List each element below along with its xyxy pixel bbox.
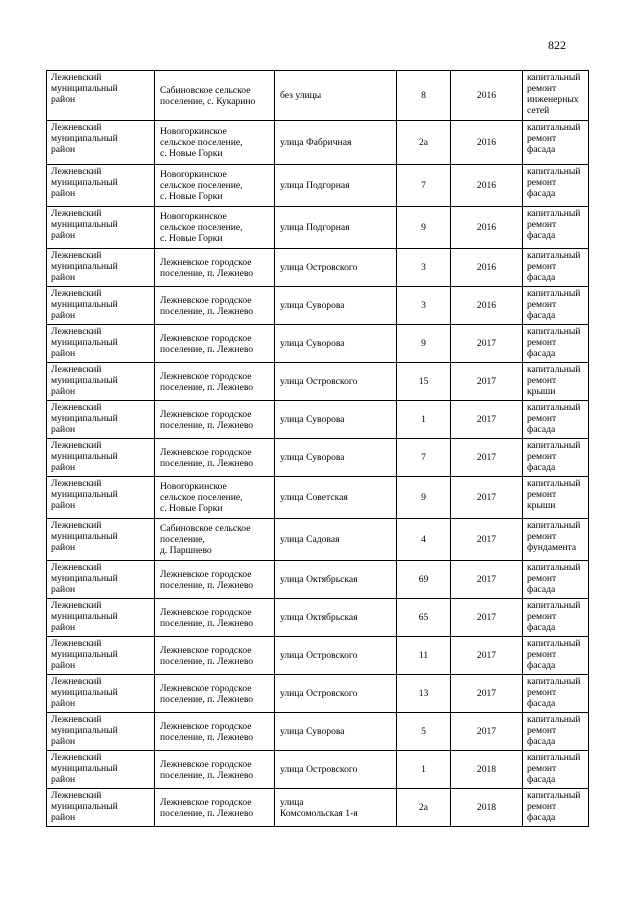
year-cell [451, 675, 523, 713]
settlement-text: Сабиновское сельское поселение, д. Паршнево [160, 523, 251, 556]
street-text: улица Фабричная [280, 137, 352, 148]
table-row [47, 599, 589, 637]
house-number-cell [397, 519, 451, 561]
street-cell [275, 401, 397, 439]
house-number-text: 9 [421, 338, 426, 349]
year-cell [451, 165, 523, 207]
settlement-cell [155, 751, 275, 789]
street-text: улица Островского [280, 650, 358, 661]
work-type-text: капитальный ремонт фасада [527, 440, 581, 473]
street-cell [275, 789, 397, 827]
year-text: 2016 [476, 300, 497, 311]
settlement-cell [155, 637, 275, 675]
year-text: 2017 [476, 452, 497, 463]
settlement-cell [155, 713, 275, 751]
table-row [47, 165, 589, 207]
street-cell [275, 121, 397, 165]
table-row [47, 249, 589, 287]
street-text: улица Суворова [280, 726, 345, 737]
district-cell [47, 519, 155, 561]
street-text: улица Комсомольская 1-я [280, 796, 358, 819]
settlement-cell [155, 401, 275, 439]
street-cell [275, 165, 397, 207]
house-number-cell [397, 121, 451, 165]
district-text: Лежневский муниципальный район [51, 714, 118, 747]
house-number-cell [397, 637, 451, 675]
table-row [47, 207, 589, 249]
district-cell [47, 637, 155, 675]
house-number-cell [397, 401, 451, 439]
street-cell [275, 519, 397, 561]
work-type-text: капитальный ремонт фасада [527, 122, 581, 155]
work-type-text: капитальный ремонт фундамента [527, 520, 581, 553]
house-number-cell [397, 477, 451, 519]
house-number-text: 5 [421, 726, 426, 737]
work-type-cell [523, 751, 589, 789]
work-type-text: капитальный ремонт фасада [527, 250, 581, 283]
work-type-cell [523, 71, 589, 121]
table-row [47, 439, 589, 477]
work-type-text: капитальный ремонт фасада [527, 752, 581, 785]
table-row [47, 751, 589, 789]
year-cell [451, 121, 523, 165]
house-number-text: 2а [418, 137, 429, 148]
district-text: Лежневский муниципальный район [51, 562, 118, 595]
district-text: Лежневский муниципальный район [51, 288, 118, 321]
settlement-text: Новогоркинское сельское поселение, с. Новые Горки [160, 211, 243, 244]
work-type-cell [523, 713, 589, 751]
table-row [47, 363, 589, 401]
district-cell [47, 675, 155, 713]
year-text: 2017 [476, 492, 497, 503]
district-cell [47, 165, 155, 207]
district-text: Лежневский муниципальный район [51, 752, 118, 785]
year-text: 2016 [476, 90, 497, 101]
street-text: улица Октябрьская [280, 574, 358, 585]
district-cell [47, 401, 155, 439]
settlement-cell [155, 477, 275, 519]
settlement-text: Лежневское городское поселение, п. Лежнево [160, 332, 254, 355]
work-type-cell [523, 401, 589, 439]
house-number-cell [397, 439, 451, 477]
year-cell [451, 325, 523, 363]
district-text: Лежневский муниципальный район [51, 72, 118, 105]
street-cell [275, 71, 397, 121]
house-number-cell [397, 675, 451, 713]
work-type-text: капитальный ремонт крыши [527, 478, 581, 511]
year-text: 2016 [476, 180, 497, 191]
street-text: улица Островского [280, 262, 358, 273]
street-cell [275, 637, 397, 675]
house-number-cell [397, 751, 451, 789]
district-cell [47, 561, 155, 599]
street-text: улица Суворова [280, 452, 345, 463]
settlement-cell [155, 561, 275, 599]
house-number-text: 7 [421, 180, 426, 191]
work-type-cell [523, 439, 589, 477]
settlement-cell [155, 207, 275, 249]
street-cell [275, 439, 397, 477]
house-number-cell [397, 325, 451, 363]
street-cell [275, 751, 397, 789]
work-type-cell [523, 789, 589, 827]
street-cell [275, 561, 397, 599]
settlement-text: Сабиновское сельское поселение, с. Кукарино [160, 84, 256, 107]
house-number-cell [397, 165, 451, 207]
year-cell [451, 599, 523, 637]
settlement-text: Лежневское городское поселение, п. Лежнево [160, 568, 254, 591]
table-row [47, 789, 589, 827]
district-cell [47, 789, 155, 827]
table-row [47, 401, 589, 439]
district-text: Лежневский муниципальный район [51, 478, 118, 511]
work-type-cell [523, 637, 589, 675]
district-text: Лежневский муниципальный район [51, 208, 118, 241]
house-number-cell [397, 363, 451, 401]
street-cell [275, 249, 397, 287]
table-body [47, 71, 589, 827]
work-type-text: капитальный ремонт фасада [527, 562, 581, 595]
work-type-text: капитальный ремонт фасада [527, 714, 581, 747]
year-text: 2016 [476, 137, 497, 148]
year-cell [451, 71, 523, 121]
street-text: улица Островского [280, 376, 358, 387]
year-text: 2018 [476, 802, 497, 813]
housing-repair-table [46, 70, 589, 827]
district-text: Лежневский муниципальный район [51, 122, 118, 155]
settlement-text: Лежневское городское поселение, п. Лежнево [160, 682, 254, 705]
settlement-cell [155, 325, 275, 363]
house-number-text: 1 [421, 764, 426, 775]
table-row [47, 519, 589, 561]
house-number-text: 4 [421, 534, 426, 545]
work-type-cell [523, 675, 589, 713]
settlement-cell [155, 363, 275, 401]
street-cell [275, 599, 397, 637]
street-text: улица Подгорная [280, 180, 350, 191]
house-number-cell [397, 561, 451, 599]
district-text: Лежневский муниципальный район [51, 790, 118, 823]
year-text: 2018 [476, 764, 497, 775]
street-text: улица Суворова [280, 338, 345, 349]
work-type-cell [523, 561, 589, 599]
house-number-text: 69 [418, 574, 429, 585]
year-text: 2017 [476, 574, 497, 585]
district-cell [47, 363, 155, 401]
district-cell [47, 207, 155, 249]
work-type-cell [523, 249, 589, 287]
district-cell [47, 71, 155, 121]
street-text: улица Советская [280, 492, 348, 503]
table-row [47, 713, 589, 751]
year-cell [451, 751, 523, 789]
settlement-text: Лежневское городское поселение, п. Лежнево [160, 408, 254, 431]
work-type-cell [523, 207, 589, 249]
district-text: Лежневский муниципальный район [51, 166, 118, 199]
house-number-cell [397, 249, 451, 287]
house-number-text: 1 [421, 414, 426, 425]
street-text: улица Суворова [280, 300, 345, 311]
settlement-cell [155, 71, 275, 121]
house-number-text: 3 [421, 300, 426, 311]
work-type-text: капитальный ремонт фасада [527, 790, 581, 823]
work-type-text: капитальный ремонт фасада [527, 208, 581, 241]
settlement-cell [155, 121, 275, 165]
settlement-text: Новогоркинское сельское поселение, с. Новые Горки [160, 126, 243, 159]
house-number-text: 9 [421, 222, 426, 233]
district-text: Лежневский муниципальный район [51, 402, 118, 435]
settlement-cell [155, 287, 275, 325]
year-text: 2017 [476, 612, 497, 623]
table-row [47, 121, 589, 165]
house-number-cell [397, 713, 451, 751]
district-cell [47, 439, 155, 477]
work-type-cell [523, 165, 589, 207]
work-type-cell [523, 519, 589, 561]
house-number-cell [397, 599, 451, 637]
work-type-cell [523, 599, 589, 637]
district-cell [47, 249, 155, 287]
house-number-text: 13 [418, 688, 429, 699]
district-text: Лежневский муниципальный район [51, 520, 118, 553]
work-type-text: капитальный ремонт крыши [527, 364, 581, 397]
street-text: улица Островского [280, 764, 358, 775]
table-row [47, 477, 589, 519]
year-cell [451, 249, 523, 287]
year-cell [451, 363, 523, 401]
house-number-text: 15 [418, 376, 429, 387]
house-number-cell [397, 71, 451, 121]
street-text: без улицы [280, 90, 322, 101]
year-cell [451, 789, 523, 827]
table-row [47, 637, 589, 675]
district-text: Лежневский муниципальный район [51, 364, 118, 397]
work-type-cell [523, 287, 589, 325]
year-cell [451, 519, 523, 561]
district-cell [47, 287, 155, 325]
settlement-text: Лежневское городское поселение, п. Лежнево [160, 606, 254, 629]
settlement-text: Лежневское городское поселение, п. Лежнево [160, 256, 254, 279]
house-number-cell [397, 287, 451, 325]
district-cell [47, 713, 155, 751]
year-cell [451, 287, 523, 325]
work-type-cell [523, 477, 589, 519]
house-number-text: 2а [418, 802, 429, 813]
work-type-text: капитальный ремонт инженерных сетей [527, 72, 581, 116]
district-cell [47, 599, 155, 637]
work-type-cell [523, 325, 589, 363]
work-type-text: капитальный ремонт фасада [527, 638, 581, 671]
house-number-text: 7 [421, 452, 426, 463]
work-type-text: капитальный ремонт фасада [527, 600, 581, 633]
settlement-cell [155, 165, 275, 207]
year-text: 2017 [476, 534, 497, 545]
year-cell [451, 637, 523, 675]
street-cell [275, 675, 397, 713]
settlement-cell [155, 439, 275, 477]
year-text: 2017 [476, 726, 497, 737]
settlement-text: Лежневское городское поселение, п. Лежнево [160, 294, 254, 317]
settlement-text: Лежневское городское поселение, п. Лежнево [160, 720, 254, 743]
work-type-text: капитальный ремонт фасада [527, 402, 581, 435]
district-text: Лежневский муниципальный район [51, 326, 118, 359]
year-text: 2017 [476, 414, 497, 425]
street-cell [275, 207, 397, 249]
house-number-cell [397, 207, 451, 249]
district-text: Лежневский муниципальный район [51, 676, 118, 709]
street-text: улица Подгорная [280, 222, 350, 233]
settlement-cell [155, 789, 275, 827]
year-text: 2017 [476, 338, 497, 349]
settlement-text: Лежневское городское поселение, п. Лежнево [160, 796, 254, 819]
work-type-text: капитальный ремонт фасада [527, 326, 581, 359]
year-text: 2016 [476, 262, 497, 273]
settlement-cell [155, 519, 275, 561]
settlement-text: Лежневское городское поселение, п. Лежнево [160, 446, 254, 469]
work-type-cell [523, 121, 589, 165]
work-type-cell [523, 363, 589, 401]
district-text: Лежневский муниципальный район [51, 638, 118, 671]
settlement-text: Лежневское городское поселение, п. Лежнево [160, 644, 254, 667]
page-number: 822 [548, 38, 566, 52]
year-text: 2016 [476, 222, 497, 233]
settlement-cell [155, 675, 275, 713]
settlement-cell [155, 249, 275, 287]
street-cell [275, 477, 397, 519]
settlement-text: Новогоркинское сельское поселение, с. Новые Горки [160, 169, 243, 202]
district-text: Лежневский муниципальный район [51, 440, 118, 473]
house-number-text: 8 [421, 90, 426, 101]
work-type-text: капитальный ремонт фасада [527, 288, 581, 321]
table-row [47, 325, 589, 363]
house-number-text: 3 [421, 262, 426, 273]
house-number-text: 9 [421, 492, 426, 503]
street-text: улица Суворова [280, 414, 345, 425]
street-cell [275, 287, 397, 325]
settlement-text: Лежневское городское поселение, п. Лежнево [160, 370, 254, 393]
year-cell [451, 561, 523, 599]
table-row [47, 71, 589, 121]
table-row [47, 561, 589, 599]
table-row [47, 287, 589, 325]
settlement-cell [155, 599, 275, 637]
street-text: улица Островского [280, 688, 358, 699]
district-cell [47, 325, 155, 363]
district-cell [47, 121, 155, 165]
house-number-cell [397, 789, 451, 827]
year-cell [451, 439, 523, 477]
year-cell [451, 401, 523, 439]
year-cell [451, 477, 523, 519]
street-cell [275, 363, 397, 401]
work-type-text: капитальный ремонт фасада [527, 676, 581, 709]
year-cell [451, 713, 523, 751]
house-number-text: 65 [418, 612, 429, 623]
settlement-text: Лежневское городское поселение, п. Лежнево [160, 758, 254, 781]
street-cell [275, 713, 397, 751]
district-text: Лежневский муниципальный район [51, 600, 118, 633]
year-text: 2017 [476, 376, 497, 387]
table-row [47, 675, 589, 713]
work-type-text: капитальный ремонт фасада [527, 166, 581, 199]
district-text: Лежневский муниципальный район [51, 250, 118, 283]
district-cell [47, 477, 155, 519]
street-text: улица Садовая [280, 534, 340, 545]
house-number-text: 11 [418, 650, 429, 661]
year-text: 2017 [476, 650, 497, 661]
year-cell [451, 207, 523, 249]
year-text: 2017 [476, 688, 497, 699]
street-text: улица Октябрьская [280, 612, 358, 623]
settlement-text: Новогоркинское сельское поселение, с. Новые Горки [160, 481, 243, 514]
street-cell [275, 325, 397, 363]
district-cell [47, 751, 155, 789]
